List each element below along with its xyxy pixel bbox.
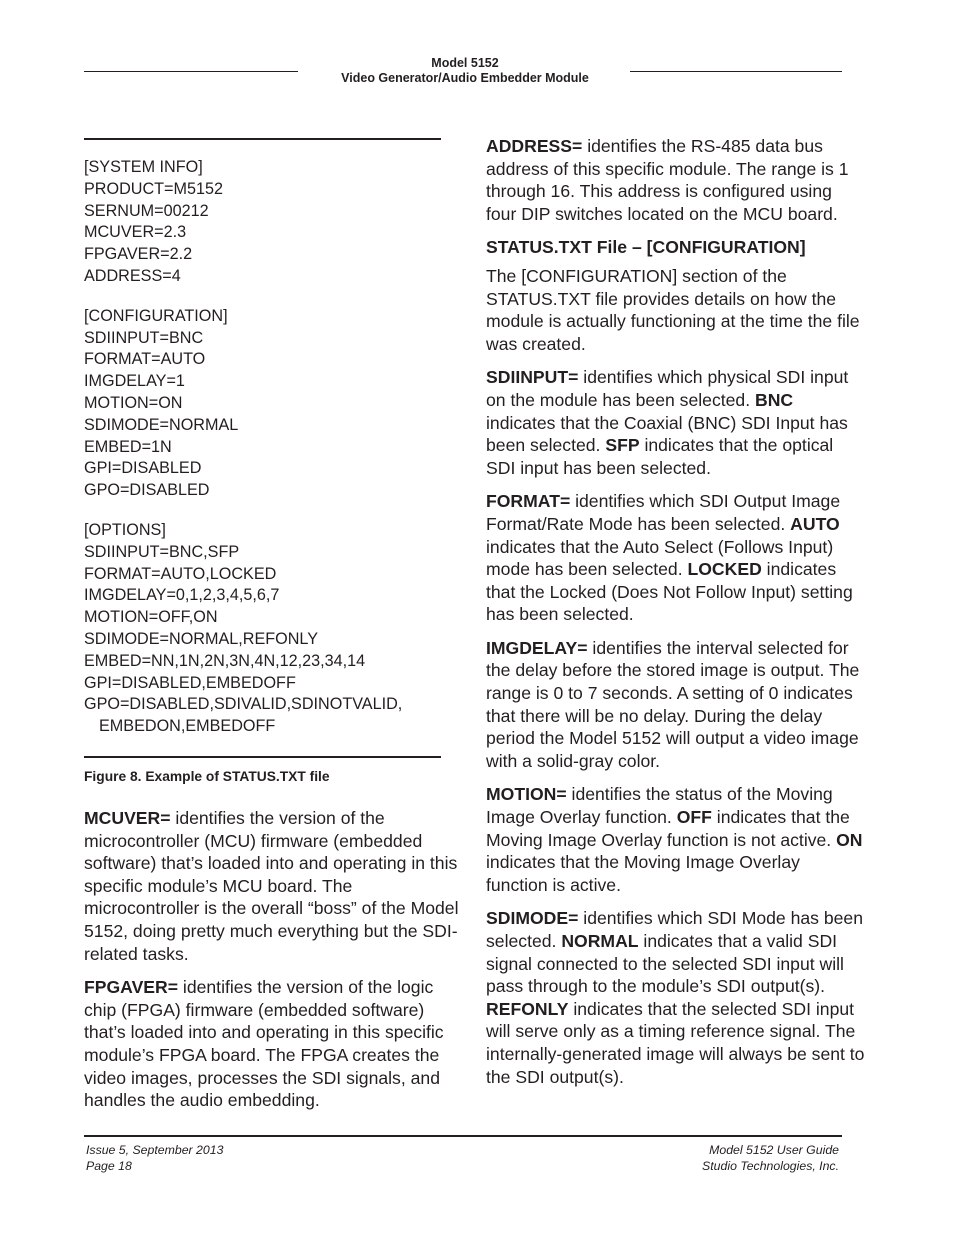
code-line: [SYSTEM INFO]: [84, 158, 203, 176]
status-txt-example: [84, 157, 444, 738]
imgdelay-description: identifies the interval selected for the delay before the stored image is output. The range is 0 to 7 seconds. A setting of 0 indicates that there will be no delay. During the delay period the Model 5152 will output a video image with a solid-gray color.: [486, 637, 860, 771]
term-mcuver: MCUVER=: [84, 808, 171, 828]
guide-title: Model 5152 User Guide: [709, 1143, 839, 1157]
term-sdimode: SDIMODE=: [486, 908, 579, 929]
header-model: Model 5152: [431, 56, 499, 70]
text-run: indicates that the Coaxial (BNC) SDI Input has been selected.: [486, 412, 848, 456]
text-run: indicates that the Moving Image Overlay function is not active.: [486, 807, 850, 850]
address-description: identifies the RS-485 data bus address of this specific module. The range is 1 through 16. This address is configured using four DIP switches located on the MCU board.: [486, 136, 849, 224]
system-info-block: [84, 157, 444, 288]
text-run: identifies which SDI Output Image Format/Rate Mode has been selected.: [486, 491, 841, 534]
format-paragraph: [486, 490, 866, 626]
mcuver-paragraph: [84, 807, 459, 965]
term-sfp: SFP: [605, 435, 640, 456]
text-run: identifies which physical SDI input on the module has been selected.: [486, 367, 849, 410]
code-line: FORMAT=AUTO,LOCKED: [84, 564, 277, 583]
text-run: indicates that a valid SDI signal connected to the selected SDI input will pass through to the module’s SDI output(s).: [486, 931, 844, 997]
code-line: [CONFIGURATION]: [84, 306, 228, 325]
header-rule-left: [84, 71, 298, 72]
code-line: ADDRESS=4: [84, 266, 181, 285]
code-line: FORMAT=AUTO: [84, 350, 206, 369]
text-run: indicates that the Moving Image Overlay function is active.: [486, 852, 800, 895]
code-line: GPI=DISABLED,EMBEDOFF: [84, 673, 296, 692]
sdimode-paragraph: [486, 907, 866, 1088]
configuration-block: [84, 306, 444, 502]
text-run: indicates that the Auto Select (Follows Input) mode has been selected.: [486, 536, 834, 580]
footer-rule: [84, 1135, 842, 1137]
text-run: identifies which SDI Mode has been selected.: [486, 908, 863, 951]
motion-paragraph: [486, 783, 866, 896]
code-line: MOTION=OFF,ON: [84, 608, 218, 627]
code-line: GPI=DISABLED: [84, 459, 202, 478]
code-line-continued: EMBEDON,EMBEDOFF: [99, 717, 276, 736]
term-sdiinput: SDIINPUT=: [486, 367, 579, 388]
options-block: [84, 520, 444, 738]
header-product: Video Generator/Audio Embedder Module: [341, 71, 589, 85]
mcuver-description: identifies the version of the microcontroller (MCU) firmware (embedded software) that’s loaded into and operating in this specific module’s MCU board. The microcontroller is the overall “boss” of the Model 5152, doing pretty much everything but the SDI-related tasks.: [84, 808, 459, 964]
header-rule-right: [630, 71, 842, 72]
figure-caption: Figure 8. Example of STATUS.TXT file: [84, 769, 330, 784]
code-line: SERNUM=00212: [84, 201, 209, 220]
term-format: FORMAT=: [486, 491, 571, 512]
left-column: [84, 807, 459, 1123]
text-run: identifies the status of the Moving Image Overlay function.: [486, 784, 833, 828]
code-line: FPGAVER=2.2: [84, 245, 193, 264]
term-imgdelay: IMGDELAY=: [486, 637, 588, 658]
code-line: [OPTIONS]: [84, 520, 166, 539]
text-run: indicates that the Locked (Does Not Follow Input) setting has been selected.: [486, 559, 853, 625]
code-line: GPO=DISABLED: [84, 481, 210, 500]
code-line: MOTION=ON: [84, 393, 183, 412]
code-line: PRODUCT=M5152: [84, 179, 223, 198]
section-heading: STATUS.TXT File – [CONFIGURATION]: [486, 237, 806, 258]
term-normal: NORMAL: [561, 931, 639, 951]
code-line: GPO=DISABLED,SDIVALID,SDINOTVALID,: [84, 695, 403, 714]
text-run: indicates that the selected SDI input will serve only as a timing reference signal. The internally-generated image will always be sent to the SDI output(s).: [486, 998, 865, 1087]
footer-left: [86, 1143, 223, 1174]
term-locked: LOCKED: [687, 559, 762, 580]
running-header: [300, 56, 630, 86]
term-refonly: REFONLY: [486, 998, 569, 1019]
configuration-intro: The [CONFIGURATION] section of the STATUS.TXT file provides details on how the module is actually functioning at the time the file was created.: [486, 265, 860, 354]
term-bnc: BNC: [754, 389, 794, 410]
code-line: MCUVER=2.3: [84, 223, 187, 242]
right-column: [486, 135, 866, 1099]
page-number: Page 18: [86, 1158, 132, 1173]
company-name: Studio Technologies, Inc.: [702, 1158, 839, 1173]
code-line: SDIMODE=NORMAL: [84, 415, 239, 434]
term-on: ON: [836, 829, 863, 850]
code-line: EMBED=1N: [84, 437, 172, 456]
figure-bottom-rule: [84, 756, 441, 758]
issue-date: Issue 5, September 2013: [86, 1143, 224, 1157]
code-line: IMGDELAY=1: [84, 372, 185, 391]
code-line: IMGDELAY=0,1,2,3,4,5,6,7: [84, 586, 280, 605]
term-off: OFF: [676, 807, 712, 828]
term-auto: AUTO: [790, 513, 840, 534]
fpgaver-description: identifies the version of the logic chip (FPGA) firmware (embedded software) that’s loaded into and operating in this specific module’s FPGA board. The FPGA creates the video images, processes the SDI signals, and handles the audio embedding.: [84, 977, 444, 1111]
term-address: ADDRESS=: [486, 136, 583, 156]
figure-top-rule: [84, 138, 441, 140]
code-line: SDIINPUT=BNC,SFP: [84, 542, 240, 561]
sdiinput-paragraph: [486, 366, 866, 479]
code-line: SDIMODE=NORMAL,REFONLY: [84, 629, 319, 648]
term-motion: MOTION=: [486, 784, 567, 805]
imgdelay-paragraph: [486, 637, 866, 773]
fpgaver-paragraph: [84, 976, 459, 1112]
term-fpgaver: FPGAVER=: [84, 977, 179, 998]
text-run: indicates that the optical SDI input has been selected.: [486, 435, 834, 478]
code-line: SDIINPUT=BNC: [84, 328, 204, 347]
code-line: EMBED=NN,1N,2N,3N,4N,12,23,34,14: [84, 651, 366, 670]
address-paragraph: [486, 135, 866, 225]
footer-right: [702, 1143, 839, 1174]
